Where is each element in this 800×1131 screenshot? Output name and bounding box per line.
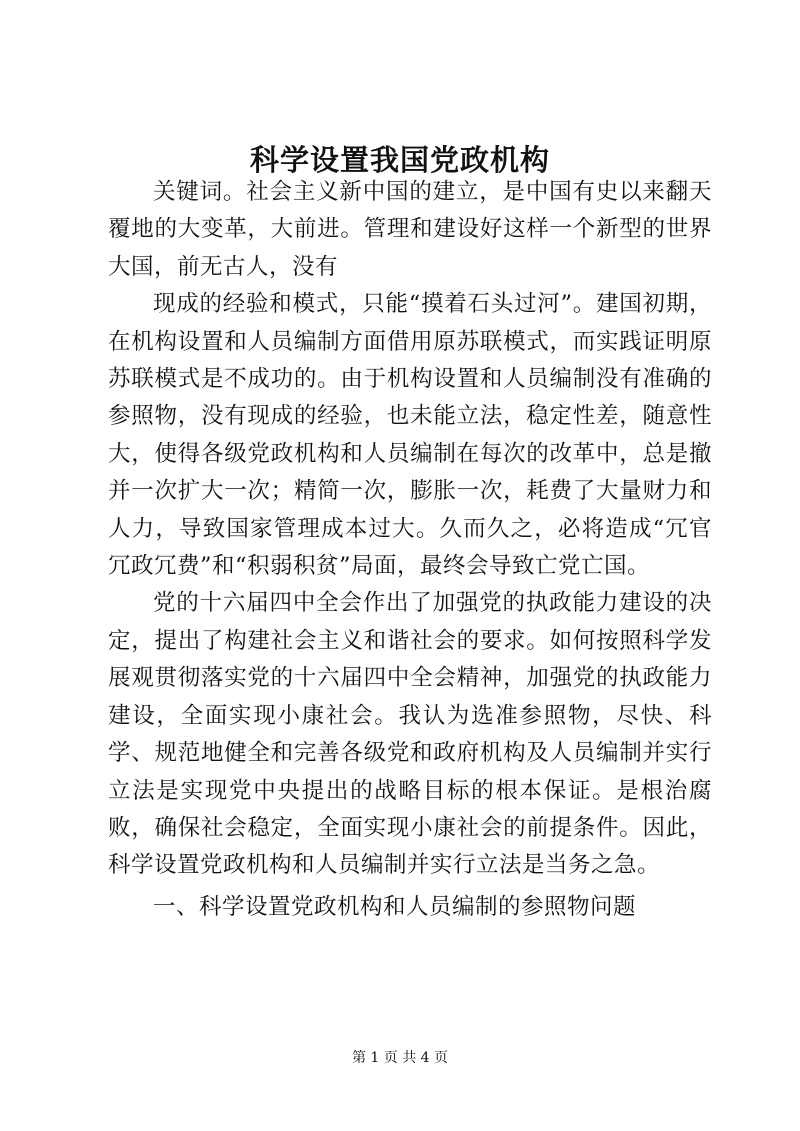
paragraph-keywords: 关键词。社会主义新中国的建立，是中国有史以来翻天覆地的大变革，大前进。管理和建设好这样一个新型的世界大国，前无古人，没有 xyxy=(108,179,712,280)
document-body xyxy=(108,174,712,926)
paragraph-plenary: 党的十六届四中全会作出了加强党的执政能力建设的决定，提出了构建社会主义和谐社会的要求。如何按照科学发展观贯彻落实党的十六届四中全会精神，加强党的执政能力建设，全面实现小康社会。我认为选准参照物，尽快、科学、规范地健全和完善各级党和政府机构及人员编制并实行立法是实现党中央提出的战略目标的根本保证。是根治腐败，确保社会稳定，全面实现小康社会的前提条件。因此，科学设置党政机构和人员编制并实行立法是当务之急。 xyxy=(108,590,712,879)
page-footer: 第 1 页 共 4 页 xyxy=(351,1050,449,1066)
paragraph-experience: 现成的经验和模式，只能“摸着石头过河”。建国初期，在机构设置和人员编制方面借用原苏联模式，而实践证明原苏联模式是不成功的。由于机构设置和人员编制没有准确的参照物，没有现成的经验，也未能立法，稳定性差，随意性大，使得各级党政机构和人员编制在每次的改革中，总是撤并一次扩大一次；精简一次，膨胀一次，耗费了大量财力和人力，导致国家管理成本过大。久而久之，必将造成“冗官冗政冗费”和“积弱积贫”局面，最终会导致亡党亡国。 xyxy=(108,291,712,580)
document-title: 科学设置我国党政机构 xyxy=(249,143,550,177)
section-heading: 一、科学设置党政机构和人员编制的参照物问题 xyxy=(153,893,637,920)
